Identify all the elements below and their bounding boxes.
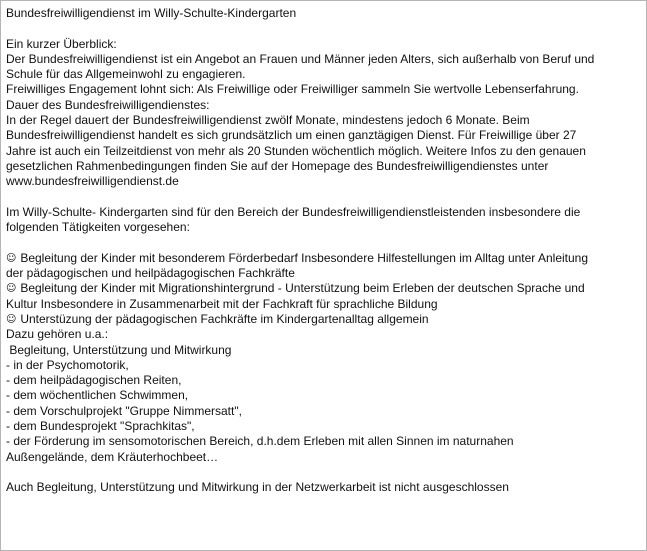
duration-line: gesetzlichen Rahmenbedingungen finden Sie auf der Homepage des Bundesfreiwilligendienstes unter (6, 158, 549, 173)
list-item: - dem heilpädagogischen Reiten, (6, 373, 182, 388)
includes-heading: Dazu gehören u.a.: (6, 327, 109, 342)
smiley-icon: ☺ (6, 252, 17, 264)
list-item: - der Förderung im sensomotorischen Bereich, d.h.dem Erleben mit allen Sinnen im naturnahen (6, 434, 514, 449)
overview-line: Freiwilliges Engagement lohnt sich: Als Freiwillige oder Freiwilliger sammeln Sie wertvolle Lebenserfahrung. (6, 82, 579, 97)
duration-heading: Dauer des Bundesfreiwilligendienstes: (6, 97, 210, 112)
intro-line: folgenden Tätigkeiten vorgesehen: (6, 220, 190, 235)
list-item: - dem Bundesprojekt "Sprachkitas", (6, 419, 195, 434)
smiley-icon: ☺ (6, 313, 17, 325)
blank-line (6, 21, 646, 36)
includes-subheading: Begleitung, Unterstützung und Mitwirkung (6, 342, 232, 357)
bullet-text: Begleitung der Kinder mit besonderem Förderbedarf Insbesondere Hilfestellungen im Alltag unter Anleitung (17, 250, 589, 265)
intro-line: Im Willy-Schulte- Kindergarten sind für den Bereich der Bundesfreiwilligendienstleistenden insbesondere die (6, 204, 581, 219)
blank-line (6, 235, 646, 250)
list-item: - in der Psychomotorik, (6, 357, 129, 372)
list-item: Außengelände, dem Kräuterhochbeet… (6, 449, 219, 464)
smiley-icon: ☺ (6, 283, 17, 295)
bullet-continuation: der pädagogischen und heilpädagogischen Fachkräfte (6, 266, 295, 281)
list-item: - dem Vorschulprojekt "Gruppe Nimmersatt", (6, 403, 242, 418)
overview-heading: Ein kurzer Überblick: (6, 36, 117, 51)
bullet-text: Begleitung der Kinder mit Migrationshintergrund - Unterstützung beim Erleben der deutschen Sprache und (17, 281, 585, 296)
bullet-item (6, 312, 646, 327)
closing-line: Auch Begleitung, Unterstützung und Mitwirkung in der Netzwerkarbeit ist nicht ausgeschlossen (6, 480, 509, 495)
bullet-item (6, 251, 646, 266)
blank-line (6, 190, 646, 205)
bullet-text: Unterstüzung der pädagogischen Fachkräfte im Kindergartenalltag allgemein (17, 311, 429, 326)
bullet-item (6, 281, 646, 296)
blank-line (6, 465, 646, 480)
bullet-continuation: Kultur Insbesondere in Zusammenarbeit mit der Fachkraft für sprachliche Bildung (6, 296, 438, 311)
list-item: - dem wöchentlichen Schwimmen, (6, 388, 189, 403)
duration-line: Jahre ist auch ein Teilzeitdienst von mehr als 20 Stunden wöchentlich möglich. Weitere Infos zu den genauen (6, 143, 586, 158)
overview-line: Der Bundesfreiwilligendienst ist ein Angebot an Frauen und Männer jeden Alters, sich außerhalb von Beruf und (6, 51, 595, 66)
duration-line: Bundesfreiwilligendienst handelt es sich grundsätzlich um einen ganztägigen Dienst. Für Freiwillige über 27 (6, 128, 577, 143)
website-url: www.bundesfreiwilligendienst.de (6, 174, 179, 189)
overview-line: Schule für das Allgemeinwohl zu engagieren. (6, 67, 246, 82)
duration-line: In der Regel dauert der Bundesfreiwilligendienst zwölf Monate, mindestens jedoch 6 Monate. Beim (6, 113, 530, 128)
document-title: Bundesfreiwilligendienst im Willy-Schulte-Kindergarten (6, 6, 297, 20)
